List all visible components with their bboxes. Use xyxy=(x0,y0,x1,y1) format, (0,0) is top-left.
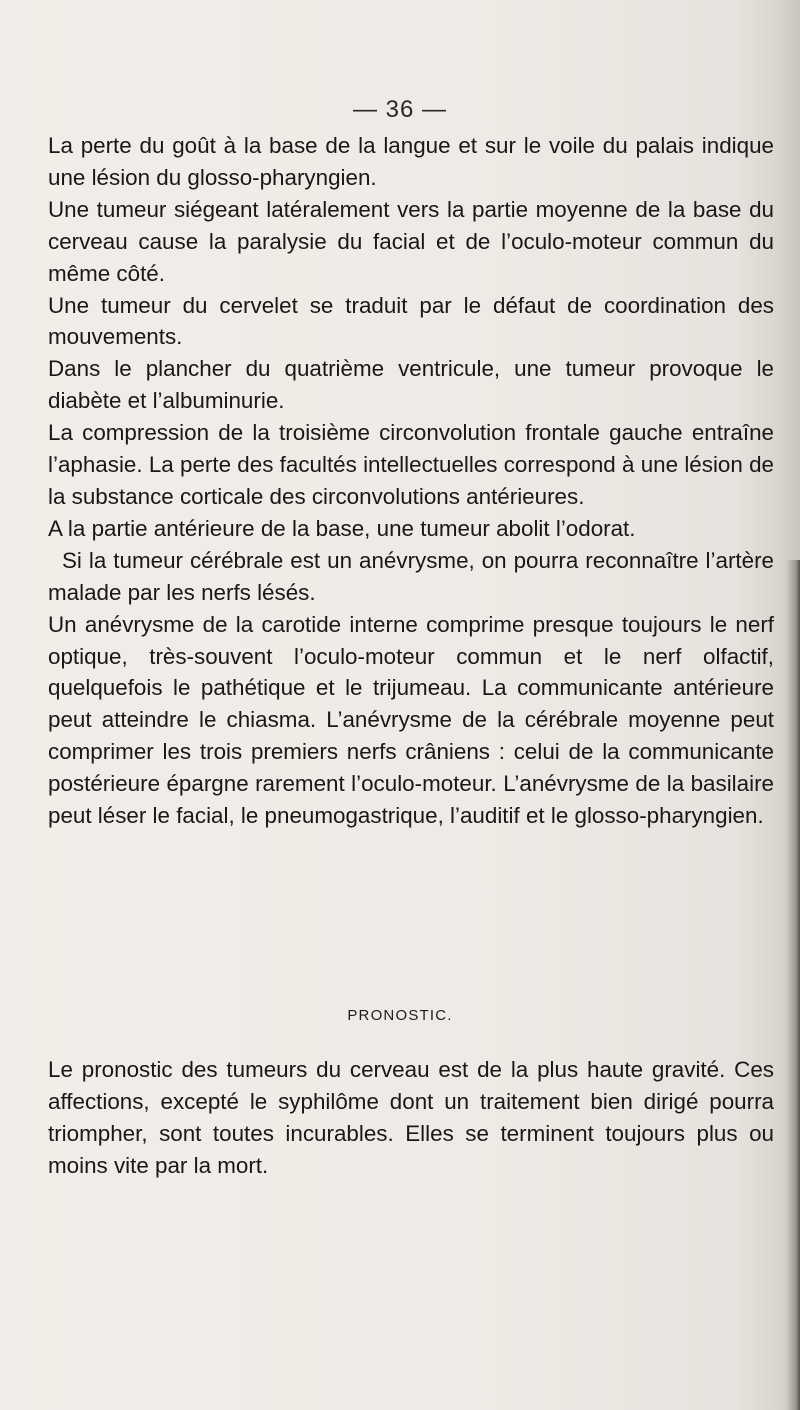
paragraph-quatrieme-ventricule: Dans le plancher du quatrième ventricule, une tumeur provoque le diabète et l’albuminurie. xyxy=(48,356,774,414)
body-text xyxy=(48,130,774,832)
paragraph-carotide: Un anévrysme de la carotide interne comprime presque toujours le nerf optique, très-souvent l’oculo-moteur commun et le nerf olfactif, quelquefois le pathétique et le trijumeau. La communicante antérieure peut atteindre le chiasma. L’anévrysme de la cérébrale moyenne peut comprimer les trois premiers nerfs crâniens : celui de la communicante postérieure épargne rarement l’oculo-moteur. L’anévrysme de la basilaire peut léser le facial, le pneumogastrique, l’auditif et le glosso-pharyngien. xyxy=(48,611,774,829)
paragraph-cervelet: Une tumeur du cervelet se traduit par le défaut de coordination des mouvements. xyxy=(48,292,774,350)
section-heading-pronostic: PRONOSTIC. xyxy=(347,1007,453,1024)
pronostic-text xyxy=(48,1054,774,1182)
binding-edge-shadow xyxy=(786,560,800,1410)
paragraph-aphasie: La compression de la troisième circonvolution frontale gauche entraîne l’aphasie. La perte des facultés intellectuelles correspond à une lésion de la substance corticale des circonvolutions antérieures. xyxy=(48,420,774,509)
paragraph-pronostic: Le pronostic des tumeurs du cerveau est de la plus haute gravité. Ces affections, excepté le syphilôme dont un traitement bien dirigé pourra triompher, sont toutes incurables. Elles se terminent toujours plus ou moins vite par la mort. xyxy=(48,1057,774,1178)
paragraph-odorat: A la partie antérieure de la base, une tumeur abolit l’odorat. xyxy=(48,515,636,541)
paragraph-tumeur-laterale: Une tumeur siégeant latéralement vers la partie moyenne de la base du cerveau cause la paralysie du facial et de l’oculo-moteur commun du même côté. xyxy=(48,196,774,286)
paragraph-anevrysme: Si la tumeur cérébrale est un anévrysme, on pourra reconnaître l’artère malade par les nerfs lésés. xyxy=(48,547,774,605)
paragraph-glosso-pharyngien: La perte du goût à la base de la langue et sur le voile du palais indique une lésion du glosso-pharyngien. xyxy=(48,133,774,190)
page-number: — 36 — xyxy=(352,96,448,123)
